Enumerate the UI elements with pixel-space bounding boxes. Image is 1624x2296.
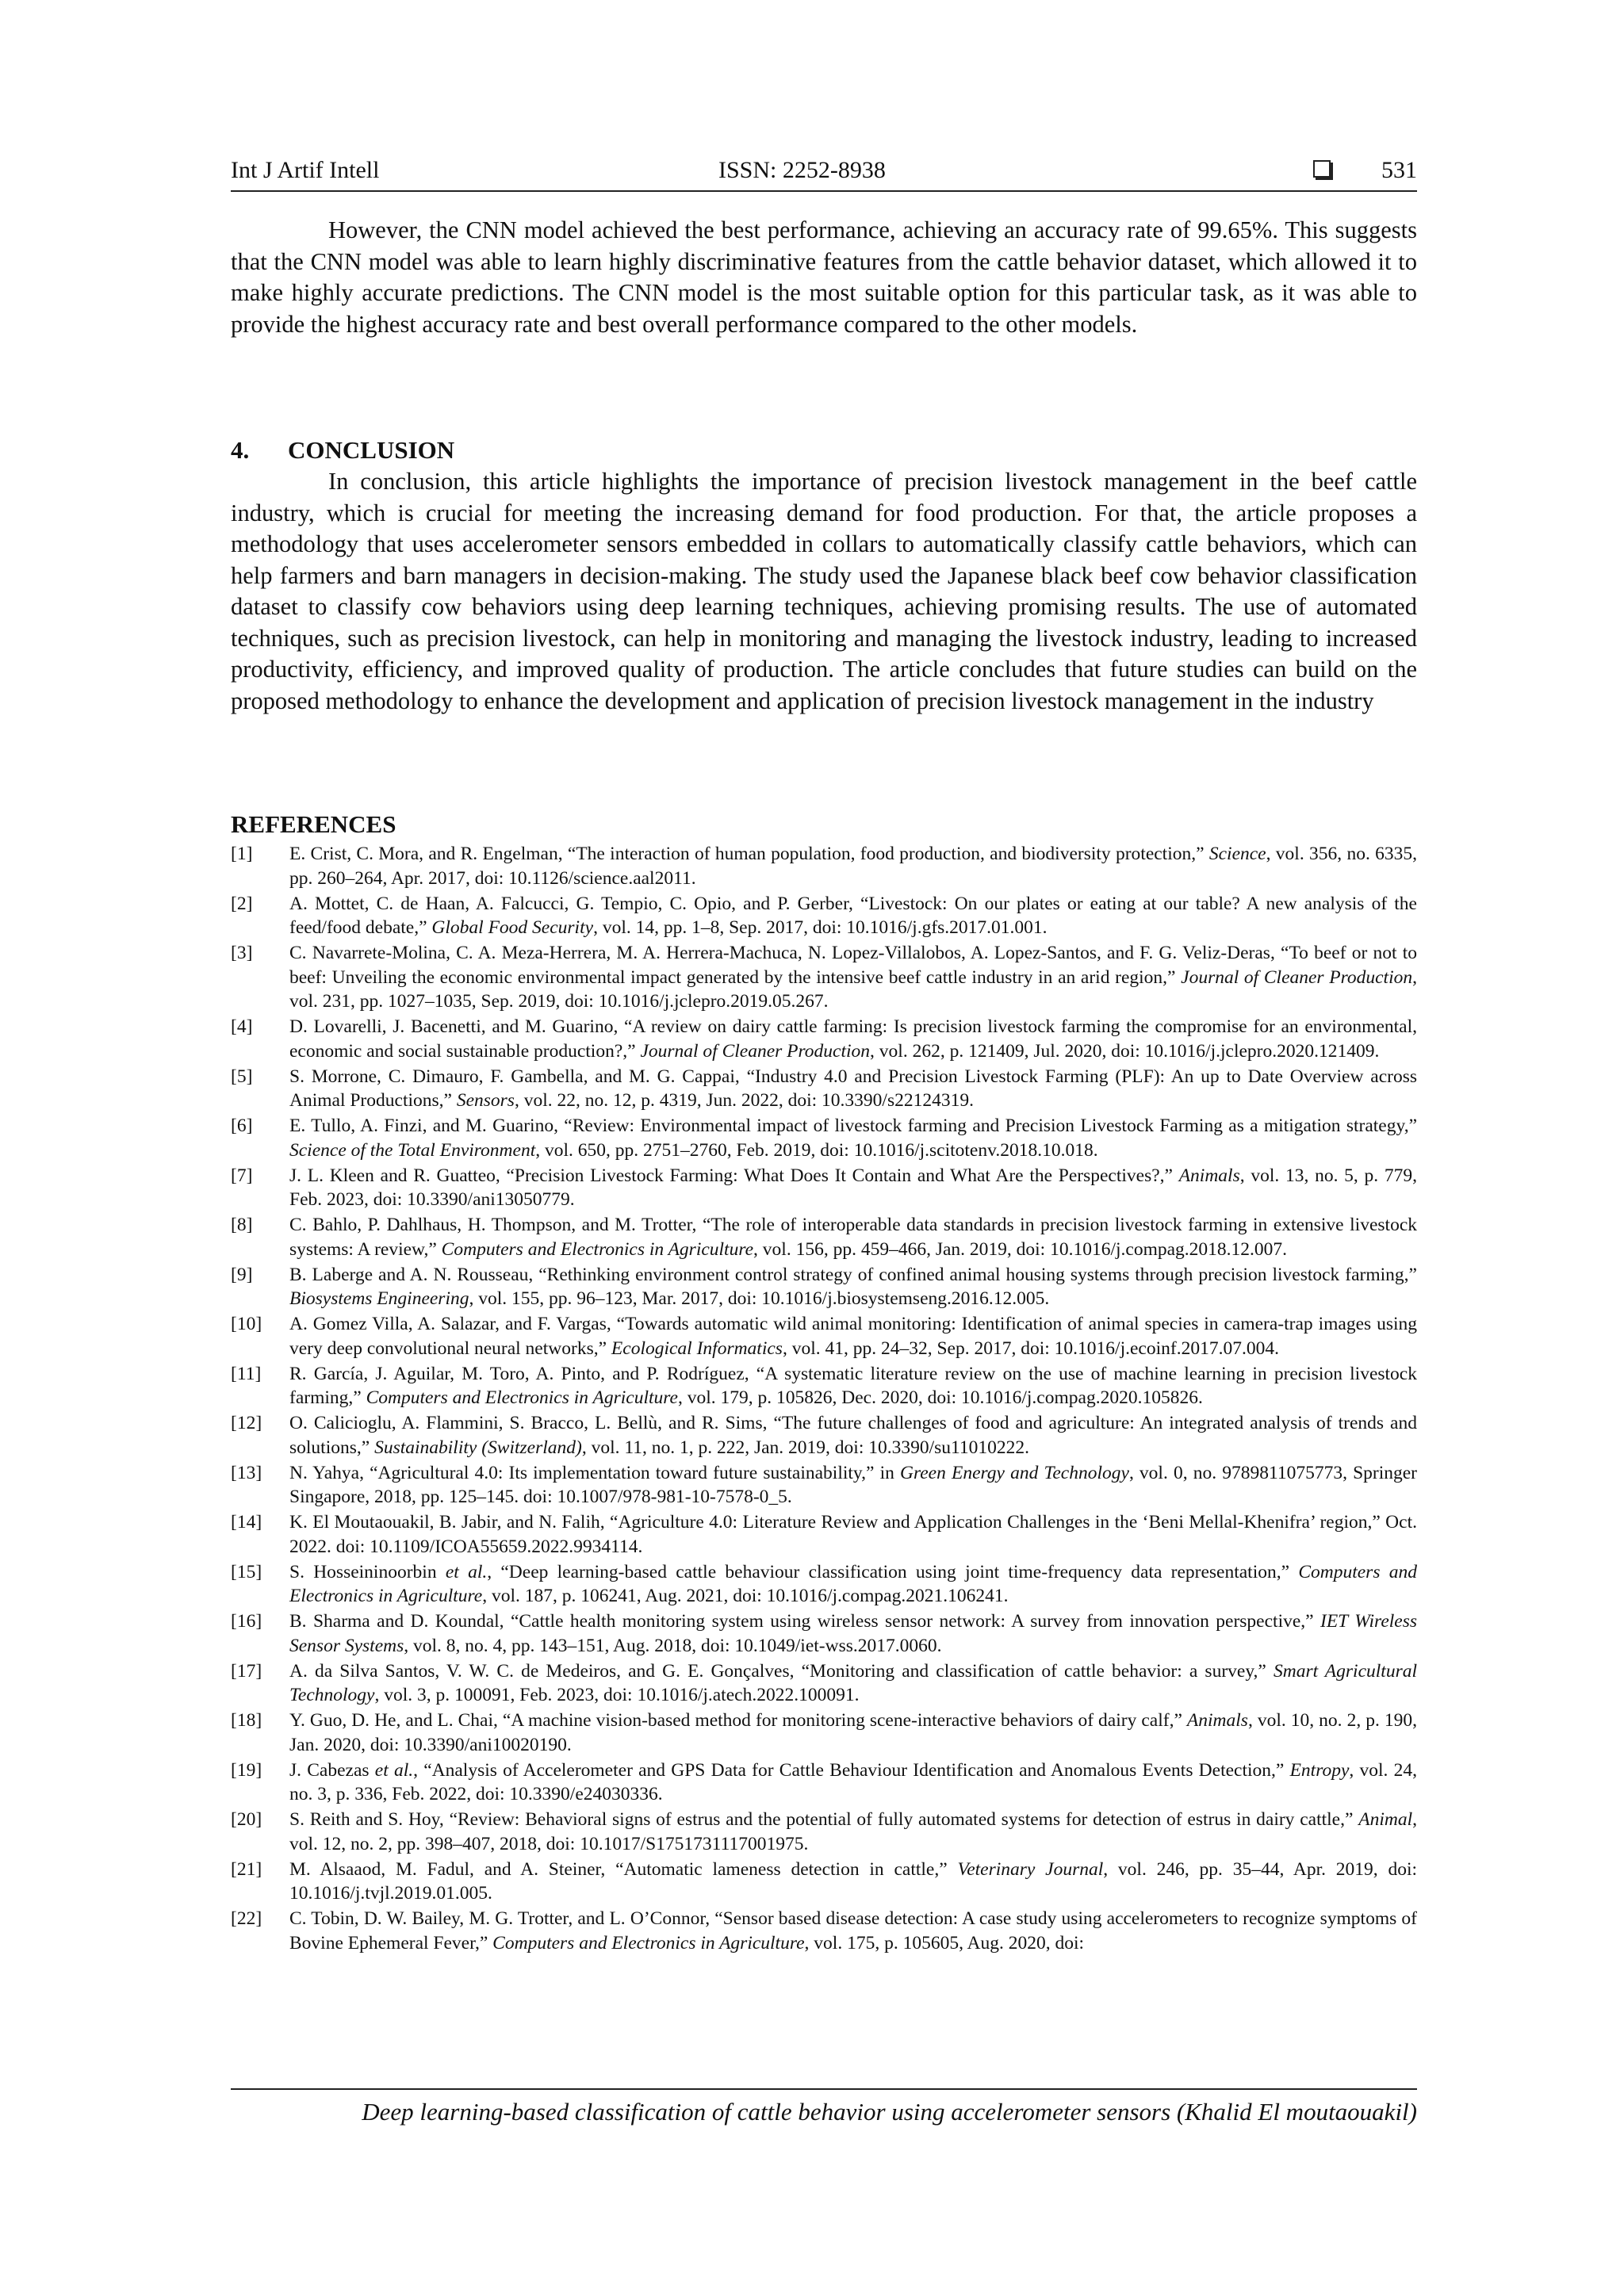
reference-item — [231, 1659, 1417, 1708]
reference-venue: Sensors — [456, 1090, 515, 1111]
reference-text: N. Yahya, “Agricultural 4.0: Its implementation toward future sustainability,” in — [289, 1462, 900, 1483]
reference-text: Y. Guo, D. He, and L. Chai, “A machine vision-based method for monitoring scene-interactive behaviors of dairy calf,” — [289, 1710, 1187, 1731]
reference-text: , vol. 650, pp. 2751–2760, Feb. 2019, doi: 10.1016/j.scitotenv.2018.10.018. — [535, 1139, 1098, 1161]
reference-item — [231, 1808, 1417, 1856]
reference-text: J. Cabezas — [289, 1759, 375, 1781]
conclusion-paragraph: In conclusion, this article highlights the importance of precision livestock management in the beef cattle industry, which is crucial for meeting the increasing demand for food production. For that, the article proposes a methodology that uses accelerometer sensors embedded in collars to automatically classify cattle behaviors, which can help farmers and barn managers in decision-making. The study used the Japanese black beef cow behavior classification dataset to classify cow behaviors using deep learning techniques, achieving promising results. The use of automated techniques, such as precision livestock, can help in monitoring and managing the livestock industry, leading to increased productivity, efficiency, and improved quality of production. The article concludes that future studies can build on the proposed methodology to enhance the development and application of precision livestock management in the industry — [231, 468, 1417, 714]
reference-item — [231, 1907, 1417, 1955]
reference-text: B. Sharma and D. Koundal, “Cattle health monitoring system using wireless sensor network: A survey from innovation perspective,” — [289, 1611, 1320, 1632]
reference-text: R. García, J. Aguilar, M. Toro, A. Pinto, and P. Rodríguez, “A systematic literature review on the use of machine learning in precision livestock farming,” — [289, 1363, 1417, 1408]
reference-item — [231, 1065, 1417, 1113]
reference-venue: Journal of Cleaner Production — [1181, 966, 1413, 988]
reference-venue: Science of the Total Environment — [289, 1139, 536, 1161]
reference-text: O. Calicioglu, A. Flammini, S. Bracco, L. Bellù, and R. Sims, “The future challenges of food and agriculture: An integrated analysis of trends and solutions,” — [289, 1413, 1417, 1458]
reference-venue: Sustainability (Switzerland) — [374, 1437, 582, 1458]
reference-number: [22] — [231, 1908, 262, 1929]
reference-item — [231, 1411, 1417, 1460]
reference-venue: Computers and Electronics in Agriculture — [492, 1932, 805, 1954]
reference-text: , vol. 41, pp. 24–32, Sep. 2017, doi: 10.1016/j.ecoinf.2017.07.004. — [782, 1337, 1279, 1359]
reference-number: [11] — [231, 1363, 262, 1384]
reference-venue: Smart Agricultural Technology — [289, 1660, 1417, 1705]
reference-item — [231, 1560, 1417, 1609]
reference-venue: Journal of Cleaner Production — [640, 1040, 871, 1062]
reference-number: [10] — [231, 1314, 262, 1334]
reference-number: [13] — [231, 1462, 262, 1483]
reference-text: , vol. 0, no. 9789811075773, Springer Singapore, 2018, pp. 125–145. doi: 10.1007/978-981-10-7578-0_5. — [289, 1462, 1418, 1507]
reference-text: , vol. 14, pp. 1–8, Sep. 2017, doi: 10.1016/j.gfs.2017.01.001. — [593, 917, 1048, 938]
reference-text: , vol. 3, p. 100091, Feb. 2023, doi: 10.1016/j.atech.2022.100091. — [374, 1685, 860, 1705]
reference-number: [17] — [231, 1660, 262, 1682]
page-footer: Deep learning-based classification of cattle behavior using accelerometer sensors (Khalid El moutaouakil) — [231, 2088, 1417, 2126]
reference-venue: Entropy — [1289, 1759, 1350, 1781]
reference-item — [231, 1164, 1417, 1212]
reference-item — [231, 1461, 1417, 1510]
reference-item — [231, 941, 1417, 1014]
reference-list — [231, 842, 1417, 1957]
reference-text: , vol. 262, p. 121409, Jul. 2020, doi: 10.1016/j.jclepro.2020.121409. — [870, 1040, 1380, 1062]
reference-venue: Green Energy and Technology — [899, 1462, 1129, 1483]
section-title: CONCLUSION — [288, 436, 455, 464]
reference-text: , vol. 10, no. 2, p. 190, Jan. 2020, doi: 10.3390/ani10020190. — [289, 1710, 1417, 1755]
reference-number: [6] — [231, 1115, 253, 1136]
reference-venue: IET Wireless Sensor Systems — [289, 1611, 1417, 1656]
reference-number: [7] — [231, 1165, 253, 1186]
reference-text: S. Reith and S. Hoy, “Review: Behavioral signs of estrus and the potential of fully automated systems for detection of estrus in dairy cattle,” — [289, 1809, 1359, 1830]
issn-label: ISSN: 2252-8938 — [718, 157, 886, 183]
reference-item — [231, 1362, 1417, 1410]
reference-text: E. Tullo, A. Finzi, and M. Guarino, “Review: Environmental impact of livestock farming and Precision Livestock Farming as a mitigation strategy,” — [289, 1115, 1417, 1136]
reference-venue: Ecological Informatics — [611, 1337, 783, 1359]
reference-text: , “Deep learning-based cattle behaviour classification using joint time-frequency data representation,” — [487, 1561, 1299, 1582]
reference-item — [231, 1609, 1417, 1658]
reference-text: K. El Moutaouakil, B. Jabir, and N. Falih, “Agriculture 4.0: Literature Review and Application Challenges in the ‘Beni Mellal-Khenifra’ region,” Oct. 2022. doi: 10.1109/ICOA55659.2022.9934114. — [289, 1512, 1417, 1557]
reference-item — [231, 1709, 1417, 1757]
reference-text: , vol. 8, no. 4, pp. 143–151, Aug. 2018, doi: 10.1049/iet-wss.2017.0060. — [404, 1635, 942, 1656]
reference-venue: Science — [1208, 844, 1266, 864]
reference-number: [1] — [231, 844, 253, 864]
reference-text: , vol. 187, p. 106241, Aug. 2021, doi: 10.1016/j.compag.2021.106241. — [482, 1586, 1009, 1606]
reference-number: [20] — [231, 1809, 262, 1830]
reference-item — [231, 842, 1417, 890]
reference-text: S. Morrone, C. Dimauro, F. Gambella, and M. G. Cappai, “Industry 4.0 and Precision Livestock Farming (PLF): An up to Date Overview across Animal Productions,” — [289, 1066, 1417, 1111]
reference-venue: et al. — [445, 1561, 488, 1582]
reference-venue: et al. — [374, 1759, 414, 1781]
reference-venue: Animal — [1358, 1809, 1413, 1830]
section-number: 4. — [231, 436, 250, 464]
reference-venue: Animals — [1178, 1165, 1240, 1186]
reference-text: , vol. 13, no. 5, p. 779, Feb. 2023, doi: 10.3390/ani13050779. — [289, 1165, 1418, 1210]
results-paragraph: However, the CNN model achieved the best performance, achieving an accuracy rate of 99.65%. This suggests that the CNN model was able to learn highly discriminative features from the cattle behavior dataset, which allowed it to make highly accurate predictions. The CNN model is the most suitable option for this particular task, as it was able to provide the highest accuracy rate and best overall performance compared to the other models. — [231, 216, 1417, 338]
reference-text: , vol. 155, pp. 96–123, Mar. 2017, doi: 10.1016/j.biosystemseng.2016.12.005. — [469, 1288, 1050, 1309]
reference-item — [231, 1263, 1417, 1311]
reference-text: , vol. 156, pp. 459–466, Jan. 2019, doi: 10.1016/j.compag.2018.12.007. — [753, 1238, 1288, 1260]
reference-text: , vol. 22, no. 12, p. 4319, Jun. 2022, doi: 10.3390/s22124319. — [514, 1090, 974, 1111]
reference-text: , vol. 246, pp. 35–44, Apr. 2019, doi: 10.1016/j.tvjl.2019.01.005. — [289, 1858, 1417, 1904]
reference-text: D. Lovarelli, J. Bacenetti, and M. Guarino, “A review on dairy cattle farming: Is precision livestock farming the compromise for an environmental, economic and social sustainable production?,” — [289, 1016, 1417, 1062]
reference-text: S. Hosseininoorbin — [289, 1561, 446, 1582]
reference-text: C. Navarrete-Molina, C. A. Meza-Herrera, M. A. Herrera-Machuca, N. Lopez-Villalobos, A. Lopez-Santos, and F. G. Veliz-Deras, “To beef or not to beef: Unveiling the economic environmental impact generated by the intensive beef cattle industry in an arid region,” — [289, 943, 1417, 988]
reference-text: , vol. 11, no. 1, p. 222, Jan. 2019, doi: 10.3390/su11010222. — [581, 1437, 1030, 1458]
reference-text: A. da Silva Santos, V. W. C. de Medeiros, and G. E. Gonçalves, “Monitoring and classification of cattle behavior: a survey,” — [289, 1660, 1274, 1682]
reference-text: C. Tobin, D. W. Bailey, M. G. Trotter, and L. O’Connor, “Sensor based disease detection: A case study using accelerometers to recognize symptoms of Bovine Ephemeral Fever,” — [289, 1908, 1417, 1954]
reference-venue: Veterinary Journal — [957, 1858, 1104, 1880]
reference-text: B. Laberge and A. N. Rousseau, “Rethinking environment control strategy of confined animal housing systems through precision livestock farming,” — [289, 1264, 1417, 1285]
reference-venue: Computers and Electronics in Agriculture — [366, 1387, 678, 1408]
reference-number: [12] — [231, 1413, 262, 1433]
reference-text: A. Gomez Villa, A. Salazar, and F. Vargas, “Towards automatic wild animal monitoring: Identification of animal species in camera-trap images using very deep convolutional neural networks,” — [289, 1314, 1417, 1359]
references-heading: REFERENCES — [231, 810, 396, 838]
reference-text: M. Alsaaod, M. Fadul, and A. Steiner, “Automatic lameness detection in cattle,” — [289, 1858, 958, 1880]
reference-venue: Biosystems Engineering — [289, 1288, 469, 1309]
reference-number: [19] — [231, 1759, 262, 1781]
reference-number: [21] — [231, 1858, 262, 1880]
reference-number: [4] — [231, 1016, 253, 1037]
reference-item — [231, 1114, 1417, 1162]
reference-text: E. Crist, C. Mora, and R. Engelman, “The interaction of human population, food production, and biodiversity protection,” — [289, 844, 1209, 864]
reference-item — [231, 1015, 1417, 1063]
reference-number: [2] — [231, 893, 253, 914]
page-header — [231, 155, 1417, 192]
reference-text: , vol. 24, no. 3, p. 336, Feb. 2022, doi: 10.3390/e24030336. — [289, 1759, 1418, 1804]
reference-item — [231, 1858, 1417, 1906]
reference-venue: Global Food Security — [431, 917, 594, 938]
reference-text: , vol. 231, pp. 1027–1035, Sep. 2019, doi: 10.1016/j.jclepro.2019.05.267. — [289, 966, 1417, 1012]
reference-item — [231, 1510, 1417, 1559]
reference-item — [231, 892, 1417, 940]
reference-number: [16] — [231, 1611, 262, 1632]
reference-item — [231, 1213, 1417, 1261]
reference-text: C. Bahlo, P. Dahlhaus, H. Thompson, and M. Trotter, “The role of interoperable data standards in precision livestock farming in extensive livestock systems: A review,” — [289, 1215, 1417, 1260]
reference-number: [18] — [231, 1710, 262, 1731]
reference-venue: Computers and Electronics in Agriculture — [441, 1238, 754, 1260]
reference-number: [5] — [231, 1066, 253, 1087]
reference-number: [9] — [231, 1264, 253, 1285]
reference-number: [15] — [231, 1561, 262, 1582]
reference-venue: Computers and Electronics in Agriculture — [289, 1561, 1417, 1606]
reference-text: , vol. 179, p. 105826, Dec. 2020, doi: 10.1016/j.compag.2020.105826. — [677, 1387, 1203, 1408]
journal-abbreviation: Int J Artif Intell — [231, 157, 380, 183]
reference-item — [231, 1312, 1417, 1360]
reference-number: [3] — [231, 943, 253, 963]
reference-number: [14] — [231, 1512, 262, 1533]
conclusion-heading — [231, 436, 454, 465]
reference-text: , “Analysis of Accelerometer and GPS Data for Cattle Behaviour Identification and Anomalous Events Detection,” — [413, 1759, 1290, 1781]
reference-text: J. L. Kleen and R. Guatteo, “Precision Livestock Farming: What Does It Contain and What Are the Perspectives?,” — [289, 1165, 1179, 1186]
reference-item — [231, 1758, 1417, 1807]
reference-text: A. Mottet, C. de Haan, A. Falcucci, G. Tempio, C. Opio, and P. Gerber, “Livestock: On our plates or eating at our table? A new analysis of the feed/food debate,” — [289, 893, 1417, 938]
checkbox-icon — [1313, 160, 1331, 178]
reference-text: , vol. 175, p. 105605, Aug. 2020, doi: — [804, 1932, 1085, 1954]
reference-number: [8] — [231, 1215, 253, 1235]
reference-text: , vol. 12, no. 2, pp. 398–407, 2018, doi: 10.1017/S1751731117001975. — [289, 1809, 1417, 1854]
reference-venue: Animals — [1186, 1710, 1248, 1731]
reference-text: , vol. 356, no. 6335, pp. 260–264, Apr. 2017, doi: 10.1126/science.aal2011. — [289, 844, 1417, 889]
page-number: 531 — [1381, 157, 1417, 183]
